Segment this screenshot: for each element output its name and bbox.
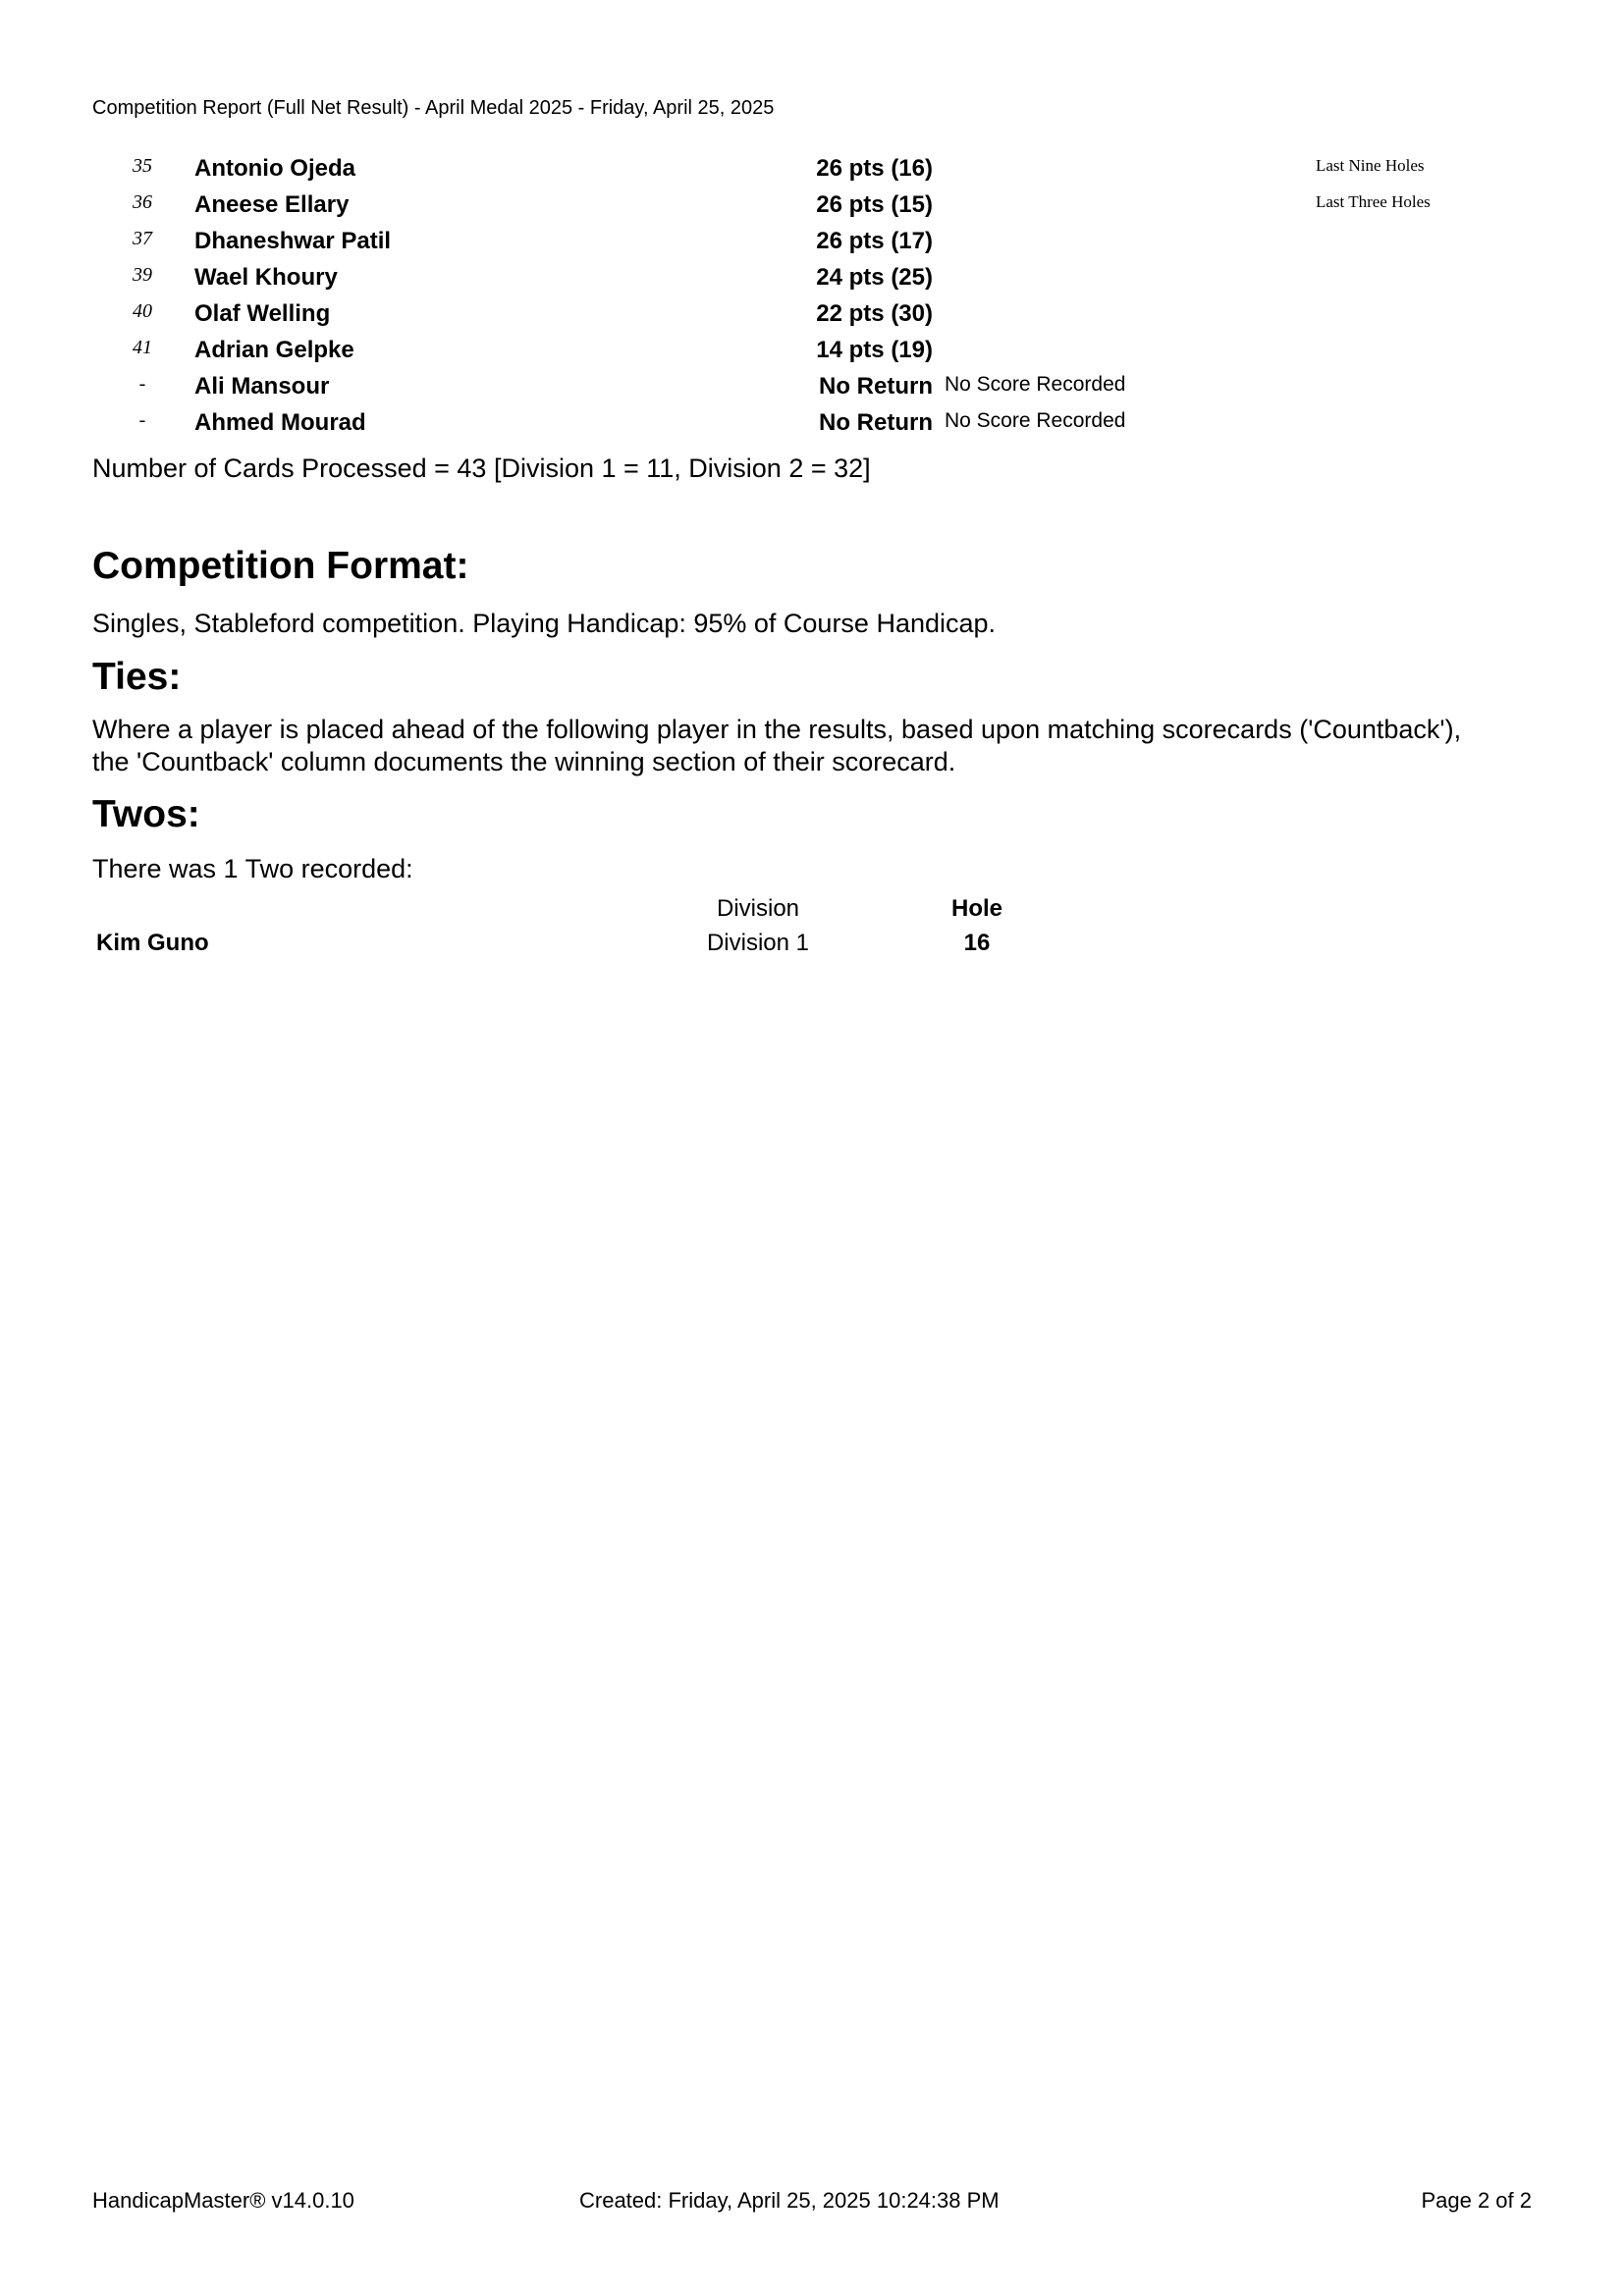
player-score: 26 pts (17) <box>816 228 933 254</box>
position: 36 <box>133 191 152 213</box>
player-score: 14 pts (19) <box>816 337 933 363</box>
result-row <box>0 226 1624 262</box>
cards-processed: Number of Cards Processed = 43 [Division 1 = 11, Division 2 = 32] <box>92 454 871 483</box>
result-row <box>0 407 1624 444</box>
result-row <box>0 371 1624 407</box>
player-score: 26 pts (15) <box>816 191 933 218</box>
player-score: 22 pts (30) <box>816 300 933 327</box>
twos-division-header: Division <box>716 895 800 922</box>
ties-text <box>92 714 1461 778</box>
footer-page: Page 2 of 2 <box>1421 2188 1532 2213</box>
player-name: Antonio Ojeda <box>194 155 355 182</box>
position: 40 <box>133 300 152 322</box>
player-name: Ali Mansour <box>194 373 330 400</box>
player-name: Dhaneshwar Patil <box>194 228 392 254</box>
footer-created: Created: Friday, April 25, 2025 10:24:38 PM <box>579 2188 1000 2213</box>
player-score: 24 pts (25) <box>816 264 933 291</box>
position: - <box>138 373 146 395</box>
player-score: No Return <box>819 373 933 400</box>
player-name: Wael Khoury <box>194 264 338 291</box>
report-header: Competition Report (Full Net Result) - April Medal 2025 - Friday, April 25, 2025 <box>92 97 775 119</box>
countback: Last Three Holes <box>1316 192 1431 211</box>
player-name: Olaf Welling <box>194 300 331 327</box>
result-row <box>0 189 1624 226</box>
result-row <box>0 153 1624 189</box>
player-name: Aneese Ellary <box>194 191 350 218</box>
ties-heading: Ties: <box>92 656 182 698</box>
ties-line: the 'Countback' column documents the winning section of their scorecard. <box>92 747 956 776</box>
twos-hole: 16 <box>963 930 991 956</box>
twos-heading: Twos: <box>92 793 200 835</box>
position: 39 <box>133 264 152 286</box>
format-heading: Competition Format: <box>92 545 469 587</box>
score-note: No Score Recorded <box>945 409 1126 432</box>
position: 37 <box>133 228 152 249</box>
countback: Last Nine Holes <box>1316 156 1425 175</box>
player-name: Ahmed Mourad <box>194 409 366 436</box>
position: 41 <box>133 337 152 358</box>
twos-division: Division 1 <box>706 930 810 956</box>
twos-hole-header: Hole <box>950 895 1002 922</box>
score-note: No Score Recorded <box>945 373 1126 396</box>
format-text: Singles, Stableford competition. Playing Handicap: 95% of Course Handicap. <box>92 609 997 638</box>
result-row <box>0 298 1624 335</box>
footer-software: HandicapMaster® v14.0.10 <box>92 2188 354 2213</box>
result-row <box>0 262 1624 298</box>
player-score: No Return <box>819 409 933 436</box>
player-name: Adrian Gelpke <box>194 337 354 363</box>
ties-line: Where a player is placed ahead of the following player in the results, based upon matching scorecards ('Countback'), <box>92 715 1462 744</box>
position: 35 <box>133 155 152 177</box>
player-score: 26 pts (16) <box>816 155 933 182</box>
twos-text: There was 1 Two recorded: <box>92 854 413 883</box>
twos-player-name: Kim Guno <box>96 930 209 956</box>
result-row <box>0 335 1624 371</box>
results-list <box>0 153 1624 444</box>
position: - <box>138 409 146 431</box>
